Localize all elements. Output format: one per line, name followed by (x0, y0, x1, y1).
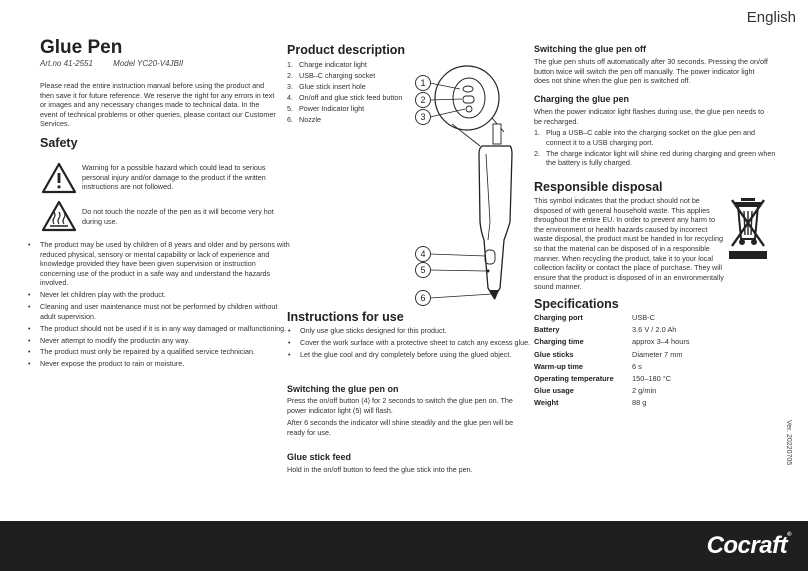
callout-5: 5 (415, 262, 431, 278)
disposal-text: This symbol indicates that the product should not be disposed of with general household waste. This applies throughout the entire EU. In order to prevent any harm to the environment or health hazards caused by incorrect waste disposal, the product must be handed in for recycling so that the material can be disposed of in a responsible manner. When recycling the product, take it to your local collection facility or contact the place of purchase. They will ensure that the product is disposed of in an environmentally sound manner. (534, 196, 724, 292)
list-item (534, 148, 780, 168)
list-item: • Let the glue cool and dry completely before using the glued object. (300, 350, 532, 360)
item-label: Nozzle (299, 115, 321, 125)
product-description-heading: Product description (287, 43, 406, 57)
callout-3: 3 (415, 109, 431, 125)
switch-on-heading: Switching the glue pen on (287, 384, 399, 394)
switch-off-heading: Switching the glue pen off (534, 44, 646, 54)
callout-2: 2 (415, 92, 431, 108)
glue-feed-text: Hold in the on/off button to feed the glue stick into the pen. (287, 465, 473, 474)
item-number: 2. (287, 71, 293, 81)
charging-steps (534, 128, 780, 169)
item-label: Glue stick insert hole (299, 82, 366, 92)
spec-value: 88 g (632, 398, 647, 408)
article-number: Art.no 41-2551 (40, 59, 93, 68)
item-label: Power Indicator light (299, 104, 365, 114)
spec-value: Diameter 7 mm (632, 349, 683, 359)
table-row (534, 350, 690, 362)
switch-on-text-1: Press the on/off button (4) for 2 seconds to switch the glue pen on. The power indicator light (5) will flash. (287, 396, 513, 415)
spec-key: Battery (534, 325, 560, 335)
spec-key: Warm-up time (534, 361, 583, 371)
list-item (287, 71, 429, 81)
list-item (287, 82, 429, 92)
list-item: • The product must only be repaired by a qualified service technician. (40, 347, 291, 357)
footer-bar (0, 521, 808, 571)
spec-value: approx 3–4 hours (632, 337, 690, 347)
table-row (534, 313, 690, 325)
table-row (534, 325, 690, 337)
spec-key: Charging port (534, 313, 583, 322)
specifications-heading: Specifications (534, 297, 619, 311)
instructions-heading: Instructions for use (287, 310, 404, 324)
table-row (534, 398, 690, 410)
spec-key: Weight (534, 398, 559, 408)
step-number: 2. (534, 148, 540, 158)
spec-value: 6 s (632, 361, 642, 371)
glue-feed-heading: Glue stick feed (287, 452, 352, 462)
list-item: • Never attempt to modify the productin any way. (40, 336, 291, 346)
table-row (534, 374, 690, 386)
list-item: • Only use glue sticks designed for this product. (300, 326, 532, 336)
list-item: • Cover the work surface with a protective sheet to catch any excess glue. (300, 338, 532, 348)
article-line (40, 59, 201, 68)
list-item: • Cleaning and user maintenance must not be performed by children without adult supervision. (40, 302, 291, 321)
instructions-list (287, 326, 532, 362)
spec-value: 2 g/min (632, 386, 657, 396)
spec-value: USB-C (632, 313, 655, 322)
charging-intro: When the power indicator light flashes during use, the glue pen needs to be recharged. (534, 107, 765, 126)
list-item: • The product should not be used if it is in any way damaged or malfunctioning. (40, 324, 291, 334)
list-item (287, 104, 429, 114)
switch-off-text: The glue pen shuts off automatically after 30 seconds. Pressing the on/off button twice will switch the pen off manually. The power indicator light does not shine when the glue pen is switched off. (534, 57, 768, 86)
item-number: 4. (287, 93, 293, 103)
item-number: 3. (287, 82, 293, 92)
charging-heading: Charging the glue pen (534, 94, 630, 104)
item-label: Charge indicator light (299, 60, 367, 69)
disposal-heading: Responsible disposal (534, 180, 663, 194)
spec-value: 150–180 °C (632, 373, 672, 383)
item-number: 6. (287, 115, 293, 125)
list-item: • Never let children play with the product. (40, 290, 291, 300)
weee-bin-icon (729, 195, 767, 261)
list-item (287, 93, 429, 103)
language-label: English (746, 9, 796, 26)
page-title: Glue Pen (40, 37, 123, 58)
item-label: USB–C charging socket (299, 71, 376, 81)
list-item: • Never expose the product to rain or moisture. (40, 359, 291, 369)
callout-1: 1 (415, 75, 431, 91)
item-number: 1. (287, 60, 293, 69)
spec-key: Glue usage (534, 386, 574, 396)
product-parts-list (287, 60, 429, 127)
list-item: • The product may be used by children of 8 years and older and by persons with reduced physical, sensory or mental capability or lack of experience and knowledge provided they have been given supervision or instruction concerning use of the product in a safe way and understand the hazards involved. (40, 240, 291, 288)
item-number: 5. (287, 104, 293, 114)
intro-text: Please read the entire instruction manual before using the product and then save it for future reference. We reserve the right for any errors in text or images and any necessary changes made to technical data. In the event of technical problems or other queries, please contact our Customer Services. (40, 81, 276, 129)
registered-mark: ® (787, 532, 791, 538)
safety-list (27, 240, 291, 371)
safety-heading: Safety (40, 136, 78, 150)
version-label: Ver. 20220705 (785, 420, 792, 466)
spec-key: Operating temperature (534, 373, 614, 383)
switch-on-text-2: After 6 seconds the indicator will shine steadily and the glue pen will be ready for use. (287, 418, 514, 437)
specifications-table (534, 313, 690, 411)
table-row (534, 386, 690, 398)
item-label: On/off and glue stick feed button (299, 93, 403, 103)
step-text: Plug a USB–C cable into the charging socket on the glue pen and connect it to a USB charging port. (546, 128, 755, 147)
table-row (534, 362, 690, 374)
step-text: The charge indicator light will shine red during charging and green when the battery is fully charged. (546, 148, 776, 168)
table-row (534, 337, 690, 349)
spec-key: Glue sticks (534, 349, 574, 359)
spec-value: 3.6 V / 2.0 Ah (632, 325, 677, 335)
warning-text: Warning for a possible hazard which could lead to serious personal injury and/or damage to the product if the written instructions are not followed. (82, 163, 266, 192)
callout-4: 4 (415, 246, 431, 262)
step-number: 1. (534, 128, 540, 137)
list-item (534, 128, 780, 147)
model-number: Model YC20-V4JBII (113, 59, 184, 68)
hot-surface-icon (41, 200, 77, 232)
brand-name: Cocraft (706, 532, 788, 559)
spec-key: Charging time (534, 337, 584, 347)
list-item (287, 115, 429, 125)
warning-triangle-icon (41, 162, 77, 194)
list-item (287, 60, 429, 70)
hot-nozzle-text: Do not touch the nozzle of the pen as it will become very hot during use. (82, 207, 274, 226)
brand-logo (707, 532, 791, 560)
callout-6: 6 (415, 290, 431, 306)
